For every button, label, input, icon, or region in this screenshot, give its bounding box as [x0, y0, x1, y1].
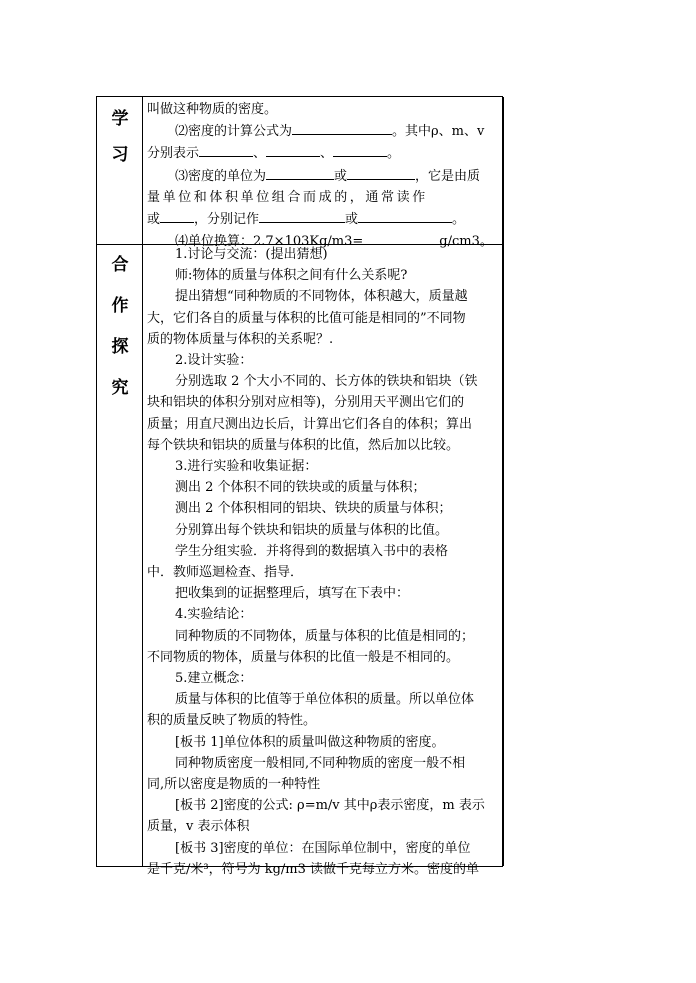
- fill-blank[interactable]: [363, 230, 439, 245]
- text-line: 质量与体积的比值等于单位体积的质量。所以单位体: [175, 692, 475, 708]
- text-line: 积的质量反映了物质的特性。: [147, 713, 317, 729]
- text-line: 或 ，分别记作 或 。: [147, 208, 499, 230]
- fill-blank[interactable]: [347, 165, 415, 180]
- text-line: ⑶密度的单位为 或 ，它是由质: [147, 165, 499, 187]
- text-line: 5.建立概念：: [175, 671, 253, 687]
- text-line: [板书 2]密度的公式: ρ=m/v 其中ρ表示密度，m 表示: [175, 798, 485, 814]
- text-line: 质的物体质量与体积的关系呢？.: [147, 331, 334, 347]
- text-line: [板书 1]单位体积的质量叫做这种物质的密度。: [175, 734, 445, 750]
- label-char: 习: [111, 145, 129, 165]
- text-line: 叫做这种物质的密度。: [147, 102, 278, 117]
- column-divider-left: [142, 97, 143, 866]
- label-char: 合: [111, 255, 129, 275]
- fill-blank[interactable]: [292, 120, 392, 135]
- text-line: 同,所以密度是物质的一种特性: [147, 777, 321, 793]
- text-line: 分别算出每个铁块和铝块的质量与体积的比值。: [175, 522, 449, 538]
- fill-blank[interactable]: [358, 208, 452, 223]
- text-line: 同种物质的不同物体，质量与体积的比值是相同的；: [175, 628, 475, 644]
- label-char: 作: [111, 296, 129, 316]
- text-line: 不同物质的物体，质量与体积的比值一般是不相同的。: [147, 649, 460, 665]
- text-line: 块和铝块的体积分别对应相等)，分别用天平测出它们的: [147, 395, 465, 411]
- fill-blank[interactable]: [199, 142, 253, 157]
- text-line: 是千克/米³，符号为 kg/m3 读做千克每立方米。密度的单: [147, 861, 480, 877]
- text-line: 提出猜想“同种物质的不同物体，体积越大，质量越: [175, 289, 468, 305]
- fill-blank[interactable]: [259, 208, 345, 223]
- text-line: 3.进行实验和收集证据：: [175, 459, 318, 475]
- text-line: 师:物体的质量与体积之间有什么关系呢?: [175, 268, 408, 284]
- section-label-explore: [97, 255, 143, 398]
- fill-blank[interactable]: [266, 165, 334, 180]
- lesson-table: [96, 96, 503, 877]
- text-line: 测出 2 个体积相同的铝块、铁块的质量与体积；: [175, 501, 452, 517]
- text-line: 分别表示 、 、 。: [147, 142, 499, 164]
- text-line: 同种物质密度一般相同,不同种物质的密度一般不相: [175, 755, 466, 771]
- text-line: 分别选取 2 个大小不同的、长方体的铁块和铝块（铁: [175, 374, 478, 390]
- text-line: 质量，v 表示体积: [147, 819, 250, 835]
- text-line: 量单位和体积单位组合而成的，通常读作: [147, 189, 428, 205]
- section-label-study: [97, 109, 143, 165]
- study-content: [147, 99, 499, 252]
- text-line: 把收集到的证据整理后，填写在下表中：: [175, 586, 410, 602]
- column-divider-right: [503, 97, 504, 866]
- text-line: 1.讨论与交流：(提出猜想): [175, 247, 328, 262]
- explore-content: [147, 244, 499, 880]
- fill-blank[interactable]: [333, 142, 387, 157]
- label-char: 探: [111, 337, 129, 357]
- text-line: ⑵密度的计算公式为 。其中ρ、m、v: [147, 120, 499, 142]
- text-line: 4.实验结论：: [175, 607, 253, 623]
- fill-blank[interactable]: [160, 208, 194, 223]
- text-line: ⑷单位换算：2.7×103Kg/m3= g/cm3。: [147, 230, 499, 252]
- text-line: 质量；用直尺测出边长后，计算出它们各自的体积；算出: [147, 416, 473, 432]
- text-line: [板书 3]密度的单位：在国际单位制中，密度的单位: [175, 840, 471, 856]
- label-char: 究: [111, 378, 129, 398]
- text-line: 中．教师巡迴检查、指导．: [147, 565, 304, 581]
- text-line: 每个铁块和铝块的质量与体积的比值，然后加以比较。: [147, 437, 460, 453]
- text-line: 2.设计实验：: [175, 353, 253, 369]
- label-char: 学: [111, 109, 129, 129]
- text-line: 学生分组实验．并将得到的数据填入书中的表格: [175, 543, 449, 559]
- text-line: 大，它们各自的质量与体积的比值可能是相同的”不同物: [147, 310, 466, 326]
- fill-blank[interactable]: [266, 142, 320, 157]
- text-line: 测出 2 个体积不同的铁块或的质量与体积；: [175, 480, 426, 496]
